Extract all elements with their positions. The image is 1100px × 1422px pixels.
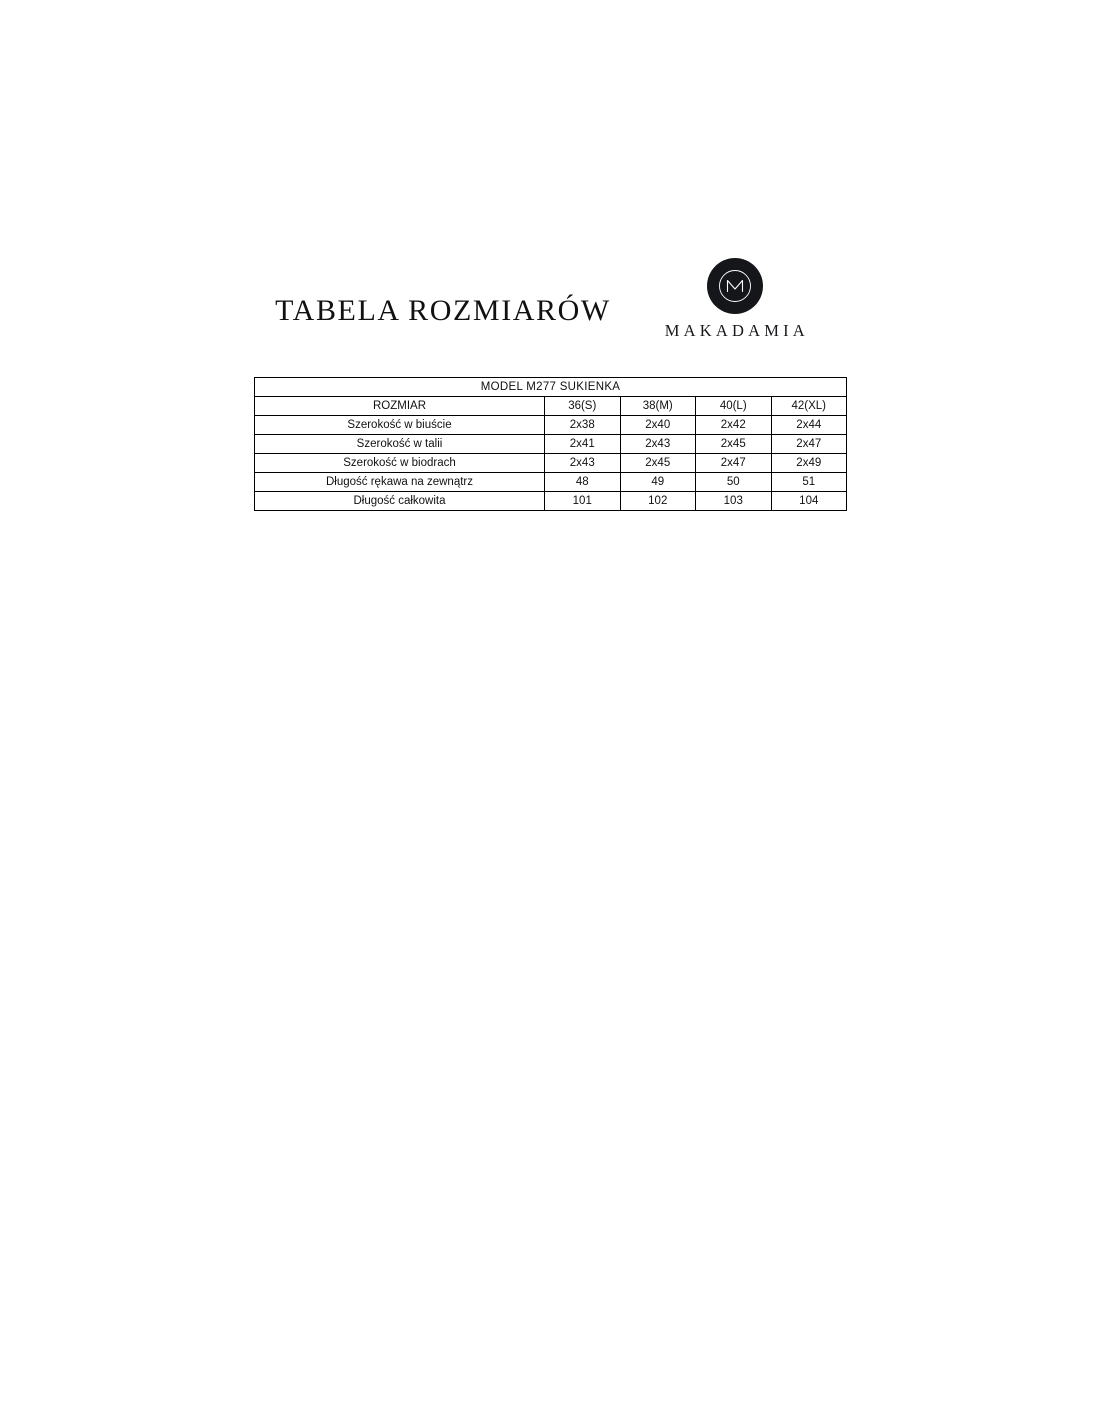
table-row bbox=[255, 435, 847, 454]
brand-monogram-icon bbox=[707, 258, 763, 314]
row-value: 51 bbox=[771, 473, 847, 492]
table-row bbox=[255, 454, 847, 473]
size-table bbox=[254, 377, 847, 511]
column-header-size: ROZMIAR bbox=[255, 397, 545, 416]
table-row bbox=[255, 492, 847, 511]
page-title: TABELA ROZMIARÓW bbox=[275, 293, 611, 327]
row-value: 101 bbox=[545, 492, 621, 511]
row-value: 2x44 bbox=[771, 416, 847, 435]
row-value: 2x42 bbox=[696, 416, 772, 435]
brand-name: MAKADAMIA bbox=[664, 321, 809, 340]
row-value: 2x49 bbox=[771, 454, 847, 473]
row-value: 102 bbox=[620, 492, 696, 511]
row-value: 2x43 bbox=[545, 454, 621, 473]
row-label: Szerokość w biodrach bbox=[255, 454, 545, 473]
row-value: 2x45 bbox=[620, 454, 696, 473]
row-value: 49 bbox=[620, 473, 696, 492]
table-header-row bbox=[255, 397, 847, 416]
row-value: 2x47 bbox=[771, 435, 847, 454]
table-row bbox=[255, 473, 847, 492]
row-value: 103 bbox=[696, 492, 772, 511]
column-header-36s: 36(S) bbox=[545, 397, 621, 416]
table-row bbox=[255, 416, 847, 435]
row-value: 2x45 bbox=[696, 435, 772, 454]
size-table-container bbox=[254, 377, 846, 511]
row-label: Szerokość w biuście bbox=[255, 416, 545, 435]
table-title-row bbox=[255, 378, 847, 397]
row-value: 48 bbox=[545, 473, 621, 492]
row-value: 2x38 bbox=[545, 416, 621, 435]
row-label: Długość całkowita bbox=[255, 492, 545, 511]
column-header-40l: 40(L) bbox=[696, 397, 772, 416]
row-label: Długość rękawa na zewnątrz bbox=[255, 473, 545, 492]
row-label: Szerokość w talii bbox=[255, 435, 545, 454]
row-value: 104 bbox=[771, 492, 847, 511]
table-title: MODEL M277 SUKIENKA bbox=[255, 378, 847, 397]
row-value: 50 bbox=[696, 473, 772, 492]
column-header-42xl: 42(XL) bbox=[771, 397, 847, 416]
column-header-38m: 38(M) bbox=[620, 397, 696, 416]
row-value: 2x47 bbox=[696, 454, 772, 473]
row-value: 2x43 bbox=[620, 435, 696, 454]
row-value: 2x41 bbox=[545, 435, 621, 454]
document-header bbox=[0, 258, 1100, 341]
row-value: 2x40 bbox=[620, 416, 696, 435]
brand-logo bbox=[645, 258, 825, 341]
